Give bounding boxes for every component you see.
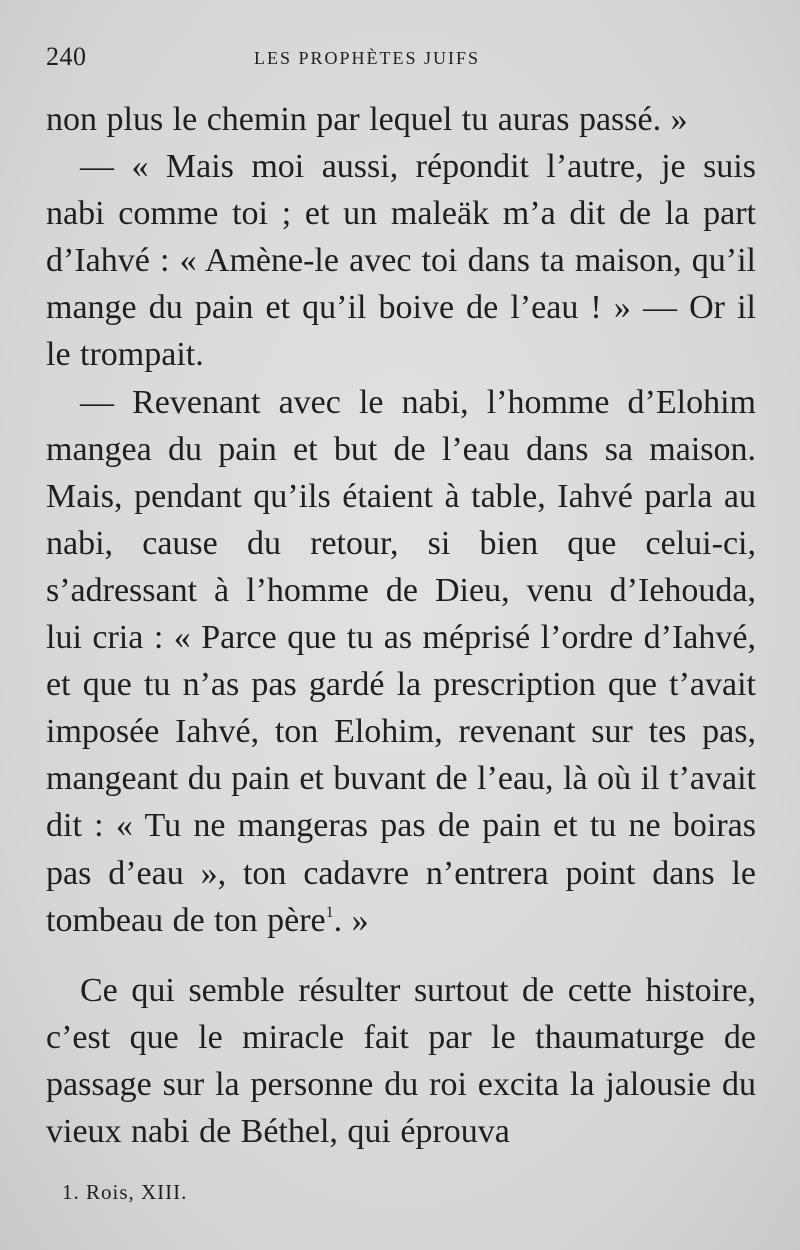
running-title: LES PROPHÈTES JUIFS [254,48,481,68]
paragraph-continuation: non plus le chemin par lequel tu auras passé. » [46,101,688,138]
page-number: 240 [46,42,87,71]
paragraph-return [46,379,756,944]
running-head [46,42,756,72]
paragraph-reply: — « Mais moi aussi, répondit l’autre, je suis nabi comme toi ; et un maleäk m’a dit de la part d’Iahvé : « Amène-le avec toi dans ta maison, qu’il mange du pain et qu’il boive de l’eau ! » — Or il le trompait. [46,148,756,374]
footnote: 1. Rois, XIII. [62,1180,188,1204]
footnote-reference: 1 [325,903,334,921]
paragraph-return-text: — Revenant avec le nabi, l’homme d’Elohim mangea du pain et but de l’eau dans sa maison. Mais, pendant qu’ils étaient à table, Iahvé parla au nabi, cause du retour, si bien que celui-ci, s’adressant à l’homme de Dieu, venu d’Iehouda, lui cria : « Parce que tu as méprisé l’ordre d’Iahvé, et que tu n’as pas gardé la prescription que t’avait imposée Iahvé, ton Elohim, revenant sur tes pas, mangeant du pain et buvant de l’eau, là où il t’avait dit : « Tu ne mangeras pas de pain et tu ne boiras pas d’eau », ton cadavre n’entrera point dans le tombeau de ton père [46,383,756,939]
paragraph-return-closing: . » [333,901,369,939]
body-text [46,96,756,1155]
paragraph-gap [46,944,756,967]
paragraph-commentary: Ce qui semble résulter surtout de cette histoire, c’est que le miracle fait par le thaumaturge de passage sur la personne du roi excita la jalousie du vieux nabi de Béthel, qui éprouva [46,971,756,1150]
